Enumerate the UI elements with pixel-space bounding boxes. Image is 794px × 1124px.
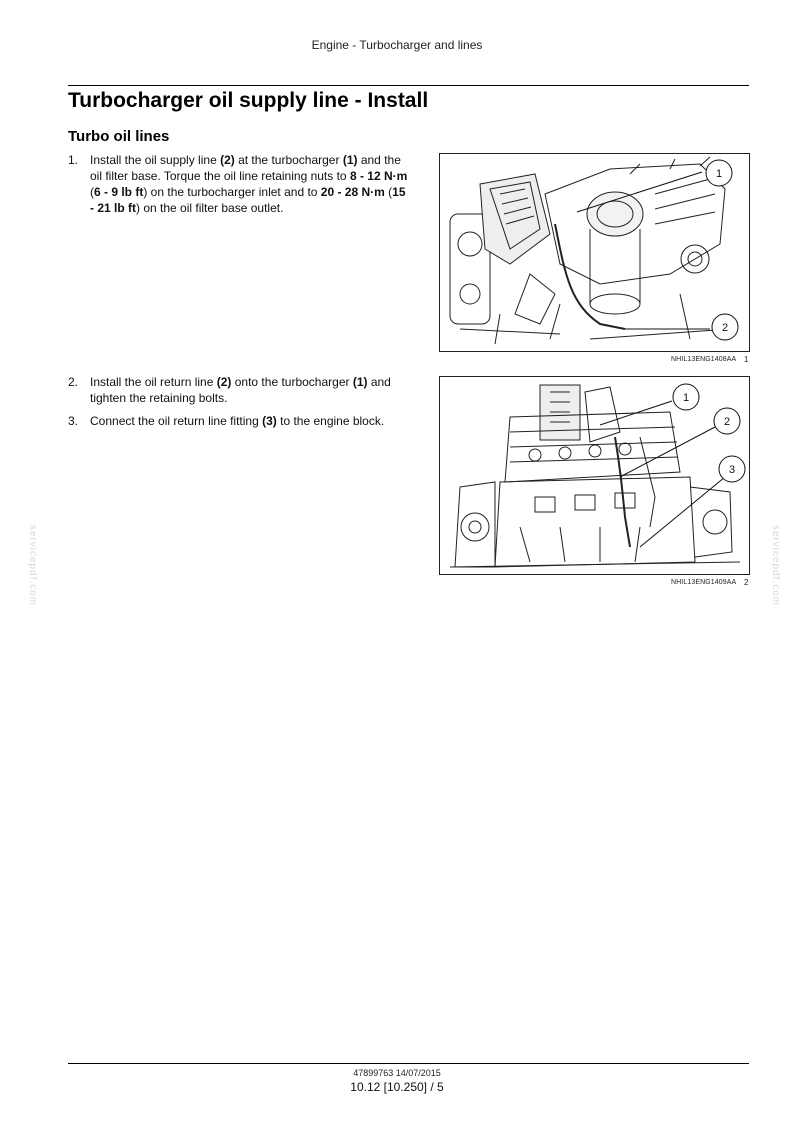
callout-2: 2: [723, 416, 731, 428]
step-text-emphasis: (3): [262, 414, 277, 428]
step-text-run: ) on the turbocharger inlet and to: [143, 185, 321, 199]
step-text-emphasis: 20 - 28 N·m: [320, 185, 385, 199]
step-text-run: to the engine block.: [276, 414, 385, 428]
step-number: 1.: [68, 153, 79, 167]
callout-3: 3: [728, 464, 736, 476]
step-text-run: Install the oil return line: [90, 375, 217, 389]
step-text: [90, 374, 411, 406]
footer-document-ref: 47899763 14/07/2015: [353, 1068, 441, 1078]
step-number: 2.: [68, 375, 79, 389]
figure-2-number: 2: [744, 578, 749, 587]
figure-1-turbo-supply-line: [439, 153, 750, 352]
step-text-run: Connect the oil return line fitting: [90, 414, 263, 428]
step-text-emphasis: (1): [352, 375, 368, 389]
step-text-run: and the oil filter base. Torque the oil line retaining nuts to: [90, 153, 401, 183]
step-text-run: Install the oil supply line: [90, 153, 221, 167]
step-text-emphasis: (2): [220, 153, 235, 167]
step-text: [90, 413, 411, 429]
page-title: Turbocharger oil supply line - Install: [68, 89, 429, 112]
callout-1: 1: [682, 392, 690, 404]
step-text-run: at the turbocharger: [234, 153, 343, 167]
figure-2-code: NHIL13ENG1409AA: [671, 579, 737, 586]
step-1: [68, 152, 411, 216]
engine-illustration-1: [440, 154, 749, 351]
step-3: [68, 413, 411, 429]
figure-1-number: 1: [744, 355, 749, 364]
watermark-left: servicepdf.com: [27, 524, 39, 607]
step-text: [90, 152, 411, 216]
callout-2: 2: [721, 322, 729, 334]
step-text-emphasis: 8 - 12 N·m: [349, 169, 408, 183]
footer-rule: [68, 1063, 749, 1064]
engine-illustration-2: [440, 377, 749, 574]
step-text-run: ) on the oil filter base outlet.: [136, 201, 284, 215]
step-2: [68, 374, 411, 406]
step-number: 3.: [68, 414, 79, 428]
header-rule: [68, 85, 749, 86]
step-text-emphasis: (1): [342, 153, 358, 167]
step-text-run: (: [90, 185, 94, 199]
figure-1-code: NHIL13ENG1408AA: [671, 356, 737, 363]
step-text-run: and tighten the retaining bolts.: [90, 375, 391, 405]
callout-1: 1: [715, 168, 723, 180]
figure-2-turbo-return-line: [439, 376, 750, 575]
footer-page-ref: 10.12 [10.250] / 5: [350, 1080, 444, 1094]
step-text-emphasis: 15 - 21 lb ft: [90, 185, 406, 215]
step-text-emphasis: (2): [216, 375, 232, 389]
section-title: Turbo oil lines: [68, 128, 170, 145]
step-text-run: onto the turbocharger: [231, 375, 353, 389]
running-header: Engine - Turbocharger and lines: [311, 38, 483, 52]
step-text-run: (: [384, 185, 393, 199]
watermark-right: servicepdf.com: [770, 524, 782, 607]
step-text-emphasis: 6 - 9 lb ft: [94, 185, 144, 199]
